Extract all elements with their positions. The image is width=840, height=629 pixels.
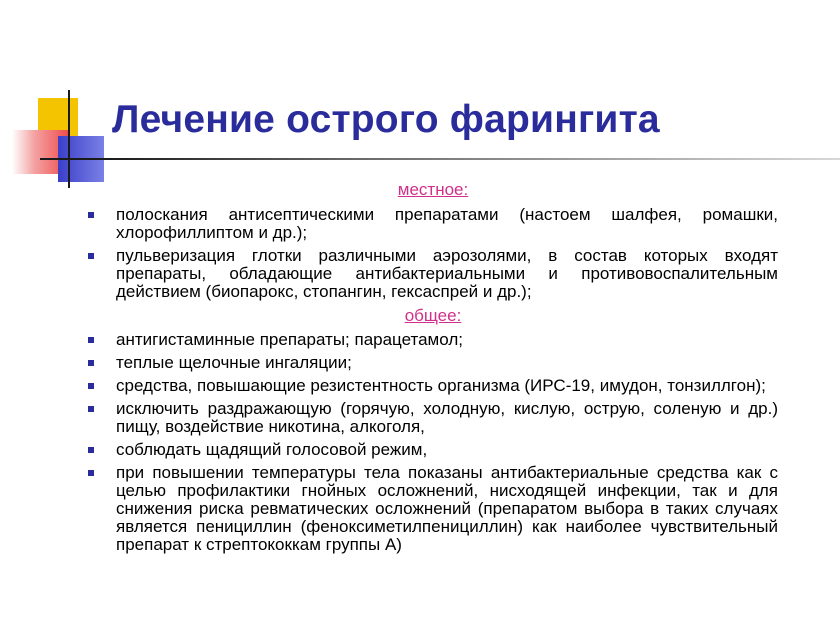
bullet-icon [88, 360, 94, 366]
bullet-icon [88, 406, 94, 412]
list-item-text: антигистаминные препараты; парацетамол; [116, 330, 463, 349]
slide-content [88, 180, 778, 559]
list-item [88, 377, 778, 395]
section-heading-local: местное: [397, 180, 469, 199]
list-item-text: полоскания антисептическими препаратами (настоем шалфея, ромашки, хлорофиллиптом и др.); [116, 205, 778, 242]
list-item [88, 331, 778, 349]
title-underline [40, 158, 840, 160]
list-item-text: соблюдать щадящий голосовой режим, [116, 440, 428, 459]
bullet-icon [88, 253, 94, 259]
list-item [88, 247, 778, 301]
list-item [88, 206, 778, 242]
bullet-icon [88, 447, 94, 453]
list-item-text: средства, повышающие резистентность организма (ИРС-19, имудон, тонзиллгон); [116, 376, 766, 395]
list-item-text: теплые щелочные ингаляции; [116, 353, 352, 372]
list-item-text: при повышении температуры тела показаны антибактериальные средства как с целью профилактики гнойных осложнений, нисходящей инфекции, так и для снижения риска ревматических осложнений (препаратом выбора в таких случаях является пенициллин (феноксиметилпенициллин) как наиболее чувствительный препарат к стрептококкам группы А) [116, 463, 778, 554]
bullet-icon [88, 383, 94, 389]
decorative-squares-logo [0, 0, 120, 200]
list-item [88, 400, 778, 436]
section-heading-general: общее: [404, 306, 462, 325]
section-list-local [88, 206, 778, 301]
list-item [88, 354, 778, 372]
bullet-icon [88, 470, 94, 476]
vertical-line [68, 90, 70, 188]
bullet-icon [88, 337, 94, 343]
slide-title: Лечение острого фарингита [112, 98, 660, 141]
list-item-text: пульверизация глотки различными аэрозолями, в состав которых входят препараты, обладающие антибактериальными и противовоспалительным действием (биопарокс, стопангин, гексаспрей и др.); [116, 246, 778, 301]
bullet-icon [88, 212, 94, 218]
list-item [88, 464, 778, 554]
list-item [88, 441, 778, 459]
section-list-general [88, 331, 778, 554]
list-item-text: исключить раздражающую (горячую, холодную, кислую, острую, соленую и др.) пищу, воздействие никотина, алкоголя, [116, 399, 778, 436]
